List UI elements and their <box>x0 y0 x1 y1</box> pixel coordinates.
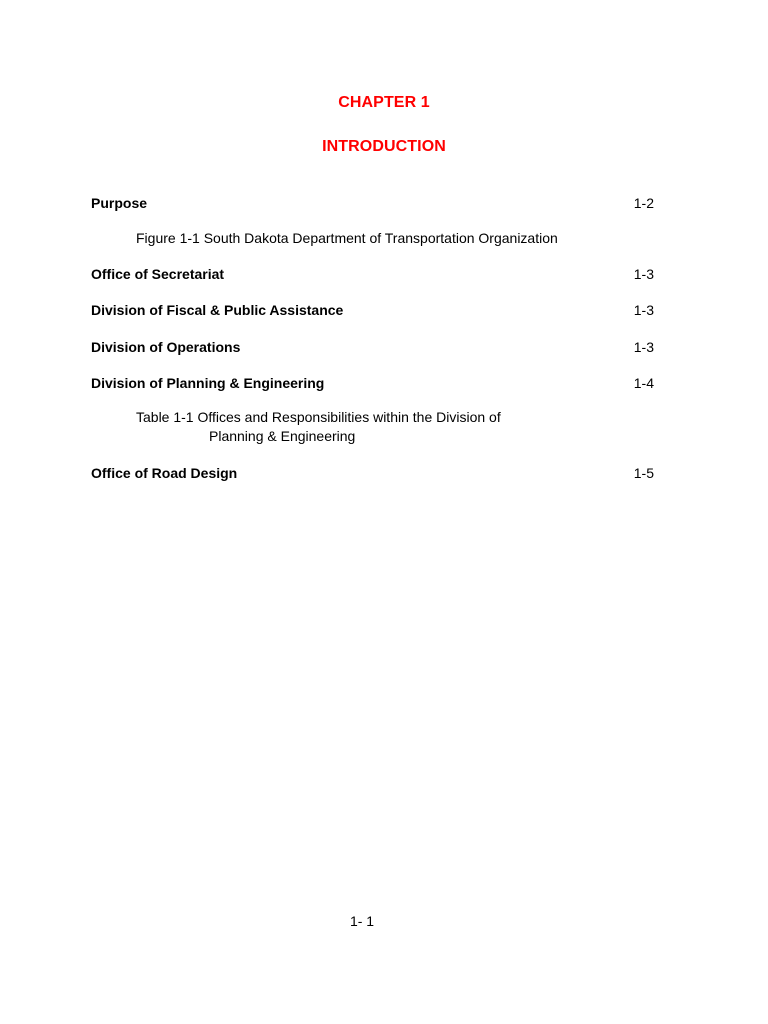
toc-entry-page: 1-3 <box>633 302 654 318</box>
toc-entry-label: Division of Planning & Engineering <box>91 375 325 391</box>
chapter-subtitle: INTRODUCTION <box>322 138 446 155</box>
toc-entry-page: 1-3 <box>633 339 654 355</box>
toc-entry-page: 1-3 <box>633 266 654 282</box>
table-entry <box>136 408 501 446</box>
toc-entry-label: Division of Fiscal & Public Assistance <box>91 302 344 318</box>
toc-entry-label: Office of Secretariat <box>91 266 225 282</box>
toc-entry-label: Division of Operations <box>91 339 241 355</box>
toc-entry-label: Office of Road Design <box>91 465 238 481</box>
toc-entry-label: Purpose <box>91 195 148 211</box>
toc-entry-page: 1-5 <box>633 465 654 481</box>
toc-entry-page: 1-2 <box>633 195 654 211</box>
page-number: 1- 1 <box>349 913 375 929</box>
toc-entry-page: 1-4 <box>633 375 654 391</box>
table-entry-line1: Table 1-1 Offices and Responsibilities within the Division of <box>136 409 501 425</box>
figure-entry: Figure 1-1 South Dakota Department of Transportation Organization <box>136 230 558 246</box>
chapter-title: CHAPTER 1 <box>338 94 430 111</box>
table-entry-line2: Planning & Engineering <box>209 428 356 444</box>
